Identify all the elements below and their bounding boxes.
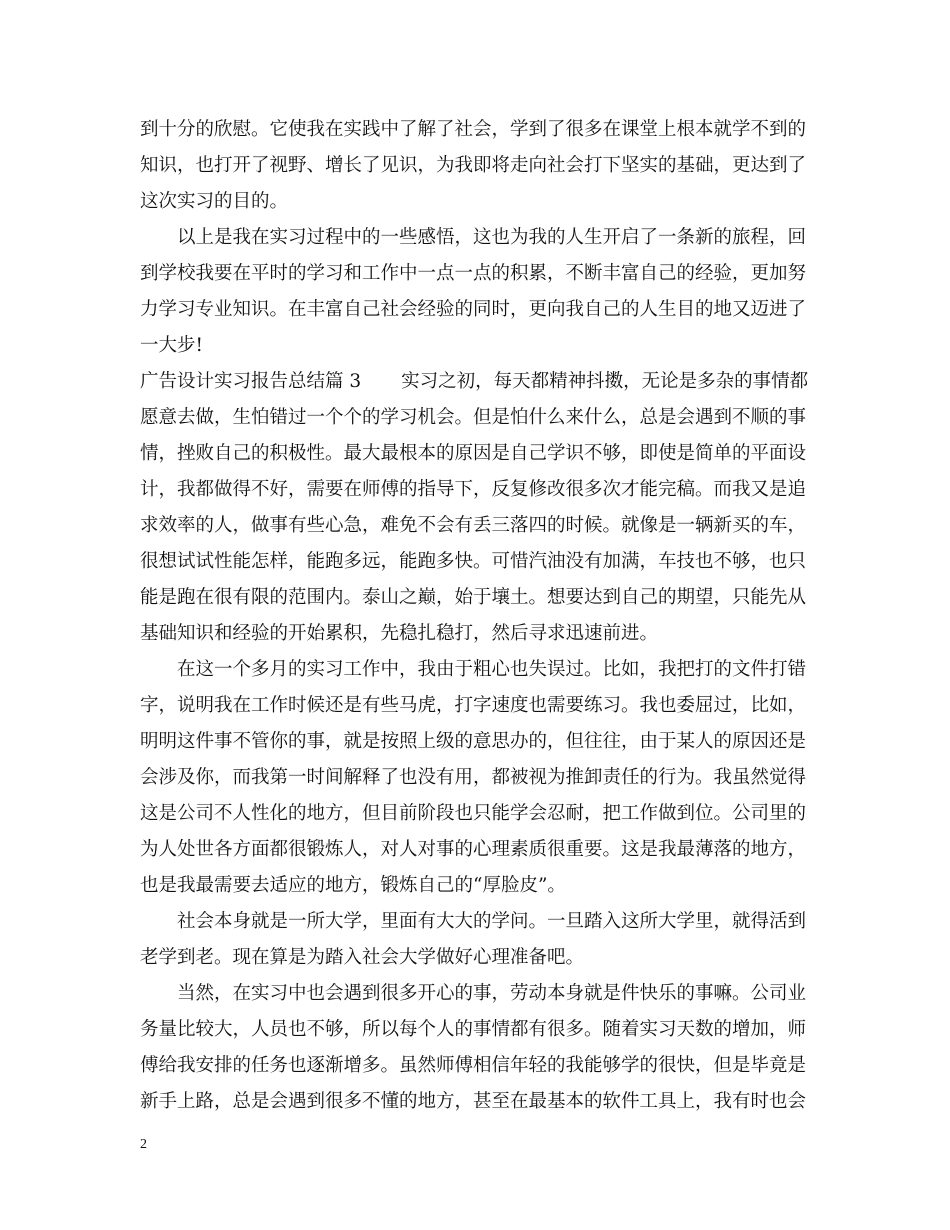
line-text: 会涉及你，而我第一时间解释了也没有用，都被视为推卸责任的行为。我虽然觉得 — [140, 767, 807, 788]
line-text: 到十分的欣慰。它使我在实践中了解了社会，学到了很多在课堂上根本就学不到的 — [140, 119, 807, 140]
line-text: 社会本身就是一所大学，里面有大大的学问。一旦踏入这所大学里，就得活到 — [177, 911, 807, 932]
line-text: 力学习专业知识。在丰富自己社会经验的同时，更向我自己的人生目的地又迈进了 — [140, 299, 807, 320]
line-text: 明明这件事不管你的事，就是按照上级的意思办的，但往往，由于某人的原因还是 — [140, 731, 807, 752]
text-line — [140, 148, 820, 184]
text-line — [140, 1084, 820, 1120]
text-line — [140, 904, 820, 940]
text-line — [140, 112, 820, 148]
text-line — [140, 940, 820, 976]
line-text: 求效率的人，做事有些心急，难免不会有丢三落四的时候。就像是一辆新买的车， — [140, 515, 807, 536]
text-line — [140, 1012, 820, 1048]
text-line — [140, 292, 820, 328]
line-text: 情，挫败自己的积极性。最大最根本的原因是自己学识不够，即使是简单的平面设 — [140, 443, 807, 464]
line-text: 知识，也打开了视野、增长了见识，为我即将走向社会打下坚实的基础，更达到了 — [140, 155, 807, 176]
text-line — [140, 256, 820, 292]
text-line — [140, 796, 820, 832]
line-text: 愿意去做，生怕错过一个个的学习机会。但是怕什么来什么，总是会遇到不顺的事 — [140, 407, 807, 428]
text-line — [140, 400, 820, 436]
line-text: 老学到老。现在算是为踏入社会大学做好心理准备吧。 — [140, 947, 585, 968]
text-line — [140, 652, 820, 688]
line-text: 务量比较大，人员也不够，所以每个人的事情都有很多。随着实习天数的增加，师 — [140, 1019, 807, 1040]
line-text: 计，我都做得不好，需要在师傅的指导下，反复修改很多次才能完稿。而我又是追 — [140, 479, 807, 500]
text-line — [140, 472, 820, 508]
text-line — [140, 724, 820, 760]
line-text: 在这一个多月的实习工作中，我由于粗心也失误过。比如，我把打的文件打错 — [177, 659, 807, 680]
line-text: 为人处世各方面都很锻炼人，对人对事的心理素质很重要。这是我最薄落的地方， — [140, 839, 807, 860]
line-text: 实习之初，每天都精神抖擞，无论是多杂的事情都 — [401, 371, 809, 392]
text-line — [140, 616, 820, 652]
text-line — [140, 688, 820, 724]
text-line — [140, 328, 820, 364]
text-line — [140, 184, 820, 220]
text-line — [140, 868, 820, 904]
section-heading: 广告设计实习报告总结篇 3 — [140, 371, 362, 392]
text-line — [140, 364, 820, 400]
line-text: 能是跑在很有限的范围内。泰山之巅，始于壤土。想要达到自己的期望，只能先从 — [140, 587, 807, 608]
line-text: 到学校我要在平时的学习和工作中一点一点的积累，不断丰富自己的经验，更加努 — [140, 263, 807, 284]
line-text: 字，说明我在工作时候还是有些马虎，打字速度也需要练习。我也委屈过，比如， — [140, 695, 807, 716]
line-text: 以上是我在实习过程中的一些感悟，这也为我的人生开启了一条新的旅程，回 — [177, 227, 807, 248]
text-line — [140, 436, 820, 472]
line-text: 当然，在实习中也会遇到很多开心的事，劳动本身就是件快乐的事嘛。公司业 — [177, 983, 807, 1004]
text-line — [140, 508, 820, 544]
line-text: 这次实习的目的。 — [140, 191, 289, 212]
text-line — [140, 976, 820, 1012]
document-body — [140, 112, 820, 1120]
text-line — [140, 1048, 820, 1084]
line-text: 也是我最需要去适应的地方，锻炼自己的“厚脸皮”。 — [140, 875, 566, 896]
line-text: 新手上路，总是会遇到很多不懂的地方，甚至在最基本的软件工具上，我有时也会 — [140, 1091, 807, 1112]
page-number: 2 — [140, 1137, 147, 1152]
text-line — [140, 580, 820, 616]
text-line — [140, 220, 820, 256]
text-line — [140, 760, 820, 796]
line-text: 这是公司不人性化的地方，但目前阶段也只能学会忍耐，把工作做到位。公司里的 — [140, 803, 807, 824]
line-text: 傅给我安排的任务也逐渐增多。虽然师傅相信年轻的我能够学的很快，但是毕竟是 — [140, 1055, 807, 1076]
line-text: 基础知识和经验的开始累积，先稳扎稳打，然后寻求迅速前进。 — [140, 623, 659, 644]
text-line — [140, 832, 820, 868]
line-text: 很想试试性能怎样，能跑多远，能跑多快。可惜汽油没有加满，车技也不够，也只 — [140, 551, 807, 572]
text-line — [140, 544, 820, 580]
line-text: 一大步! — [140, 335, 203, 356]
